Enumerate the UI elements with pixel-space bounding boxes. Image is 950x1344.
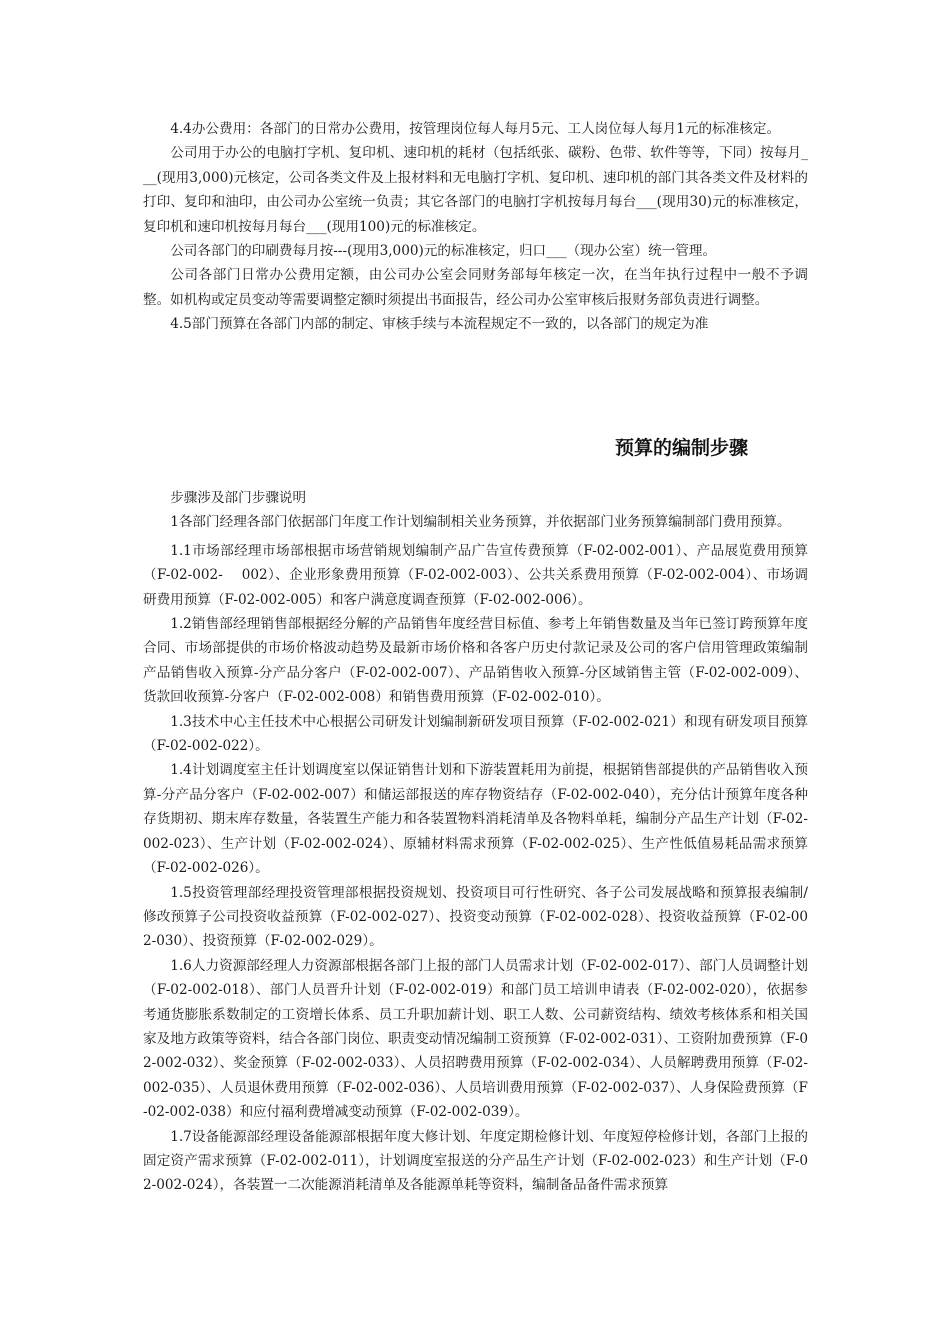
- paragraph-printing-fee: 公司各部门的印刷费每月按---(现用3,000)元的标准核定，归口___（现办公室）统一管理。: [170, 243, 717, 260]
- step-1-5: 1.5投资管理部经理投资管理部根据投资规划、投资项目可行性研究、各子公司发展战略和预算报表编制/修改预算子公司投资收益预算（F-02-002-027）、投资变动预算（F-02-002-028）、投资收益预算（F-02-002-030）、投资预算（F-02-002-029）。: [143, 884, 808, 950]
- step-1-7: 1.7设备能源部经理设备能源部根据年度大修计划、年度定期检修计划、年度短停检修计划，各部门上报的固定资产需求预算（F-02-002-011），计划调度室报送的分产品生产计划（F-02-002-023）和生产计划（F-02-002-024），各装置一二次能源消耗清单及各能源单耗等资料，编制备品备件需求预算: [143, 1128, 808, 1194]
- step-1-2: 1.2销售部经理销售部根据经分解的产品销售年度经营目标值、参考上年销售数量及当年已签订跨预算年度合同、市场部提供的市场价格波动趋势及最新市场价格和各客户历史付款记录及公司的客户信用管理政策编制产品销售收入预算-分产品分客户（F-02-002-007）、产品销售收入预算-分区域销售主管（F-02-002-009）、货款回收预算-分客户（F-02-002-008）和销售费用预算（F-02-002-010）。: [143, 616, 808, 706]
- paragraph-quota-review: 公司各部门日常办公费用定额，由公司办公室会同财务部每年核定一次，在当年执行过程中一般不予调整。如机构或定员变动等需要调整定额时须提出书面报告，经公司办公室审核后报财务部负责进行调整。: [143, 267, 808, 308]
- step-1-3: 1.3技术中心主任技术中心根据公司研发计划编制新研发项目预算（F-02-002-021）和现有研发项目预算（F-02-002-022）。: [143, 713, 808, 755]
- paragraph-consumables: 公司用于办公的电脑打字机、复印机、速印机的耗材（包括纸张、碳粉、色带、软件等等，下同）按每月___(现用3,000)元核定，公司各类文件及上报材料和无电脑打字机、复印机、速印机的部门其各类文件及材料的打印、复印和油印，由公司办公室统一负责；其它各部门的电脑打字机按每月每台___(现用30)元的标准核定，复印机和速印机按每月每台___(现用100)元的标准核定。: [143, 145, 808, 235]
- step-1-1: 1.1市场部经理市场部根据市场营销规划编制产品广告宣传费预算（F-02-002-001）、产品展览费用预算（F-02-002- 002）、企业形象费用预算（F-02-002-003）、公共关系费用预算（F-02-002-004）、市场调研费用预算（F-02-002-005）和客户满意度调查预算（F-02-002-006）。: [143, 542, 808, 608]
- step-1: 1各部门经理各部门依据部门年度工作计划编制相关业务预算，并依据部门业务预算编制部门费用预算。: [170, 514, 791, 531]
- section-title: 预算的编制步骤: [615, 437, 749, 459]
- paragraph-office-expense: 4.4办公费用：各部门的日常办公费用，按管理岗位每人每月5元、工人岗位每人每月1元的标准核定。: [170, 121, 781, 137]
- budget-steps-section: [143, 486, 808, 1198]
- step-1-6: 1.6人力资源部经理人力资源部根据各部门上报的部门人员需求计划（F-02-002-017）、部门人员调整计划（F-02-002-018）、部门人员晋升计划（F-02-002-019）和部门员工培训申请表（F-02-002-020），依据参考通货膨胀系数制定的工资增长体系、员工升职加薪计划、职工人数、公司薪资结构、绩效考核体系和相关国家及地方政策等资料，结合各部门岗位、职责变动情况编制工资预算（F-02-002-031）、工资附加费预算（F-02-002-032）、奖金预算（F-02-002-033）、人员招聘费用预算（F-02-002-034）、人员解聘费用预算（F-02-002-035）、人员退休费用预算（F-02-002-036）、人员培训费用预算（F-02-002-037）、人身保险费预算（F-02-002-038）和应付福利费增减变动预算（F-02-002-039）。: [143, 957, 808, 1121]
- steps-header: 步骤涉及部门步骤说明: [170, 490, 307, 506]
- budget-rules-section: [143, 117, 808, 337]
- step-1-4: 1.4计划调度室主任计划调度室以保证销售计划和下游装置耗用为前提，根据销售部提供的产品销售收入预算-分产品分客户（F-02-002-007）和储运部报送的库存物资结存（F-02-002-040），充分估计预算年度各种存货期初、期末库存数量，各装置生产能力和各装置物料消耗清单及各物料单耗，编制分产品生产计划（F-02-002-023）、生产计划（F-02-002-024）、原辅材料需求预算（F-02-002-025）、生产性低值易耗品需求预算（F-02-002-026）。: [143, 762, 808, 877]
- paragraph-dept-rules: 4.5部门预算在各部门内部的制定、审核手续与本流程规定不一致的，以各部门的规定为准: [170, 316, 709, 333]
